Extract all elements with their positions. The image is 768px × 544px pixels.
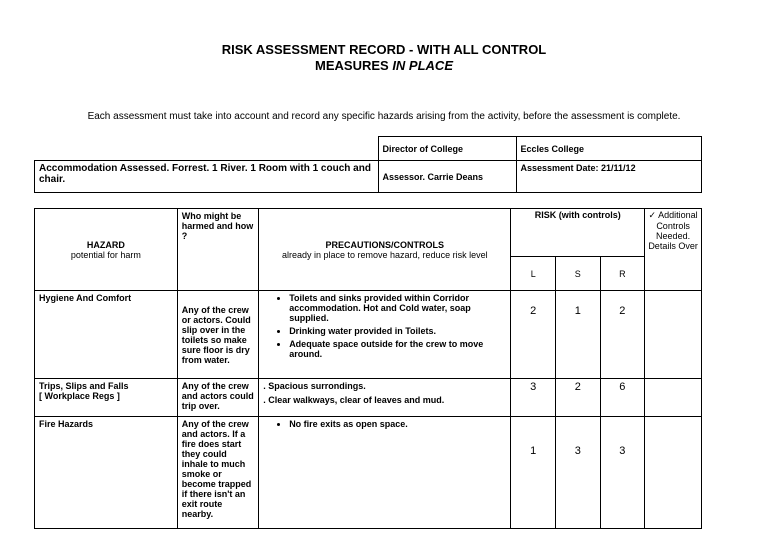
additional-cell: [645, 291, 702, 379]
severity-cell: 3: [555, 417, 600, 529]
header-s: S: [555, 257, 600, 291]
control-item: • Drinking water provided in Toilets.: [289, 326, 506, 336]
table-row: [35, 417, 702, 529]
likelihood-cell: 1: [511, 417, 556, 529]
header-who: Who might be harmed and how ?: [177, 209, 258, 291]
header-r: R: [600, 257, 645, 291]
table-row: [35, 291, 702, 379]
who-cell: Any of the crew and actors could trip over.: [177, 379, 258, 417]
control-item: • No fire exits as open space.: [289, 419, 506, 429]
risk-cell: 6: [600, 379, 645, 417]
header-l: L: [511, 257, 556, 291]
likelihood-cell: 3: [511, 379, 556, 417]
risk-table: [34, 208, 702, 529]
assessor: Assessor. Carrie Deans: [378, 161, 516, 193]
control-item: • Toilets and sinks provided within Corridor accommodation. Hot and Cold water, soap supplied.: [289, 293, 506, 323]
director-label: Director of College: [378, 137, 516, 161]
hazard-cell: Trips, Slips and Falls [ Workplace Regs ]: [35, 379, 178, 417]
table-row: [35, 379, 702, 417]
controls-cell: [259, 379, 511, 417]
header-precautions: PRECAUTIONS/CONTROLS already in place to remove hazard, reduce risk level: [259, 209, 511, 291]
severity-cell: 2: [555, 379, 600, 417]
who-cell: Any of the crew and actors. If a fire does start they could inhale to much smoke or become trapped if there isn't an exit route nearby.: [177, 417, 258, 529]
severity-cell: 1: [555, 291, 600, 379]
control-item: . Spacious surrondings.: [263, 381, 366, 391]
control-item: • Adequate space outside for the crew to move around.: [289, 339, 506, 359]
assessment-date: Assessment Date: 21/11/12: [516, 161, 702, 193]
title-line-2: MEASURES IN PLACE: [315, 58, 453, 73]
title-line-1: RISK ASSESSMENT RECORD - WITH ALL CONTROL: [221, 42, 547, 57]
hazard-cell: Hygiene And Comfort: [35, 291, 178, 379]
controls-cell: [259, 417, 511, 529]
page-title: [0, 42, 768, 74]
risk-cell: 3: [600, 417, 645, 529]
likelihood-cell: 2: [511, 291, 556, 379]
intro-text: Each assessment must take into account and record any specific hazards arising from the activity, before the assessment is complete.: [87, 111, 681, 122]
college-name: Eccles College: [516, 137, 702, 161]
risk-cell: 2: [600, 291, 645, 379]
additional-cell: [645, 417, 702, 529]
additional-cell: [645, 379, 702, 417]
header-additional-controls: ✓ Additional Controls Needed. Details Over: [645, 209, 702, 291]
accommodation-assessed: Accommodation Assessed. Forrest. 1 River. 1 Room with 1 couch and chair.: [35, 161, 379, 193]
info-table: [34, 136, 702, 193]
controls-cell: [259, 291, 511, 379]
header-risk: RISK (with controls): [511, 209, 645, 257]
check-icon: ✓: [648, 210, 657, 220]
who-cell: Any of the crew or actors. Could slip over in the toilets so make sure floor is dry from water.: [177, 291, 258, 379]
header-hazard: HAZARD potential for harm: [35, 209, 178, 291]
control-item: . Clear walkways, clear of leaves and mud.: [263, 395, 445, 405]
hazard-cell: Fire Hazards: [35, 417, 178, 529]
